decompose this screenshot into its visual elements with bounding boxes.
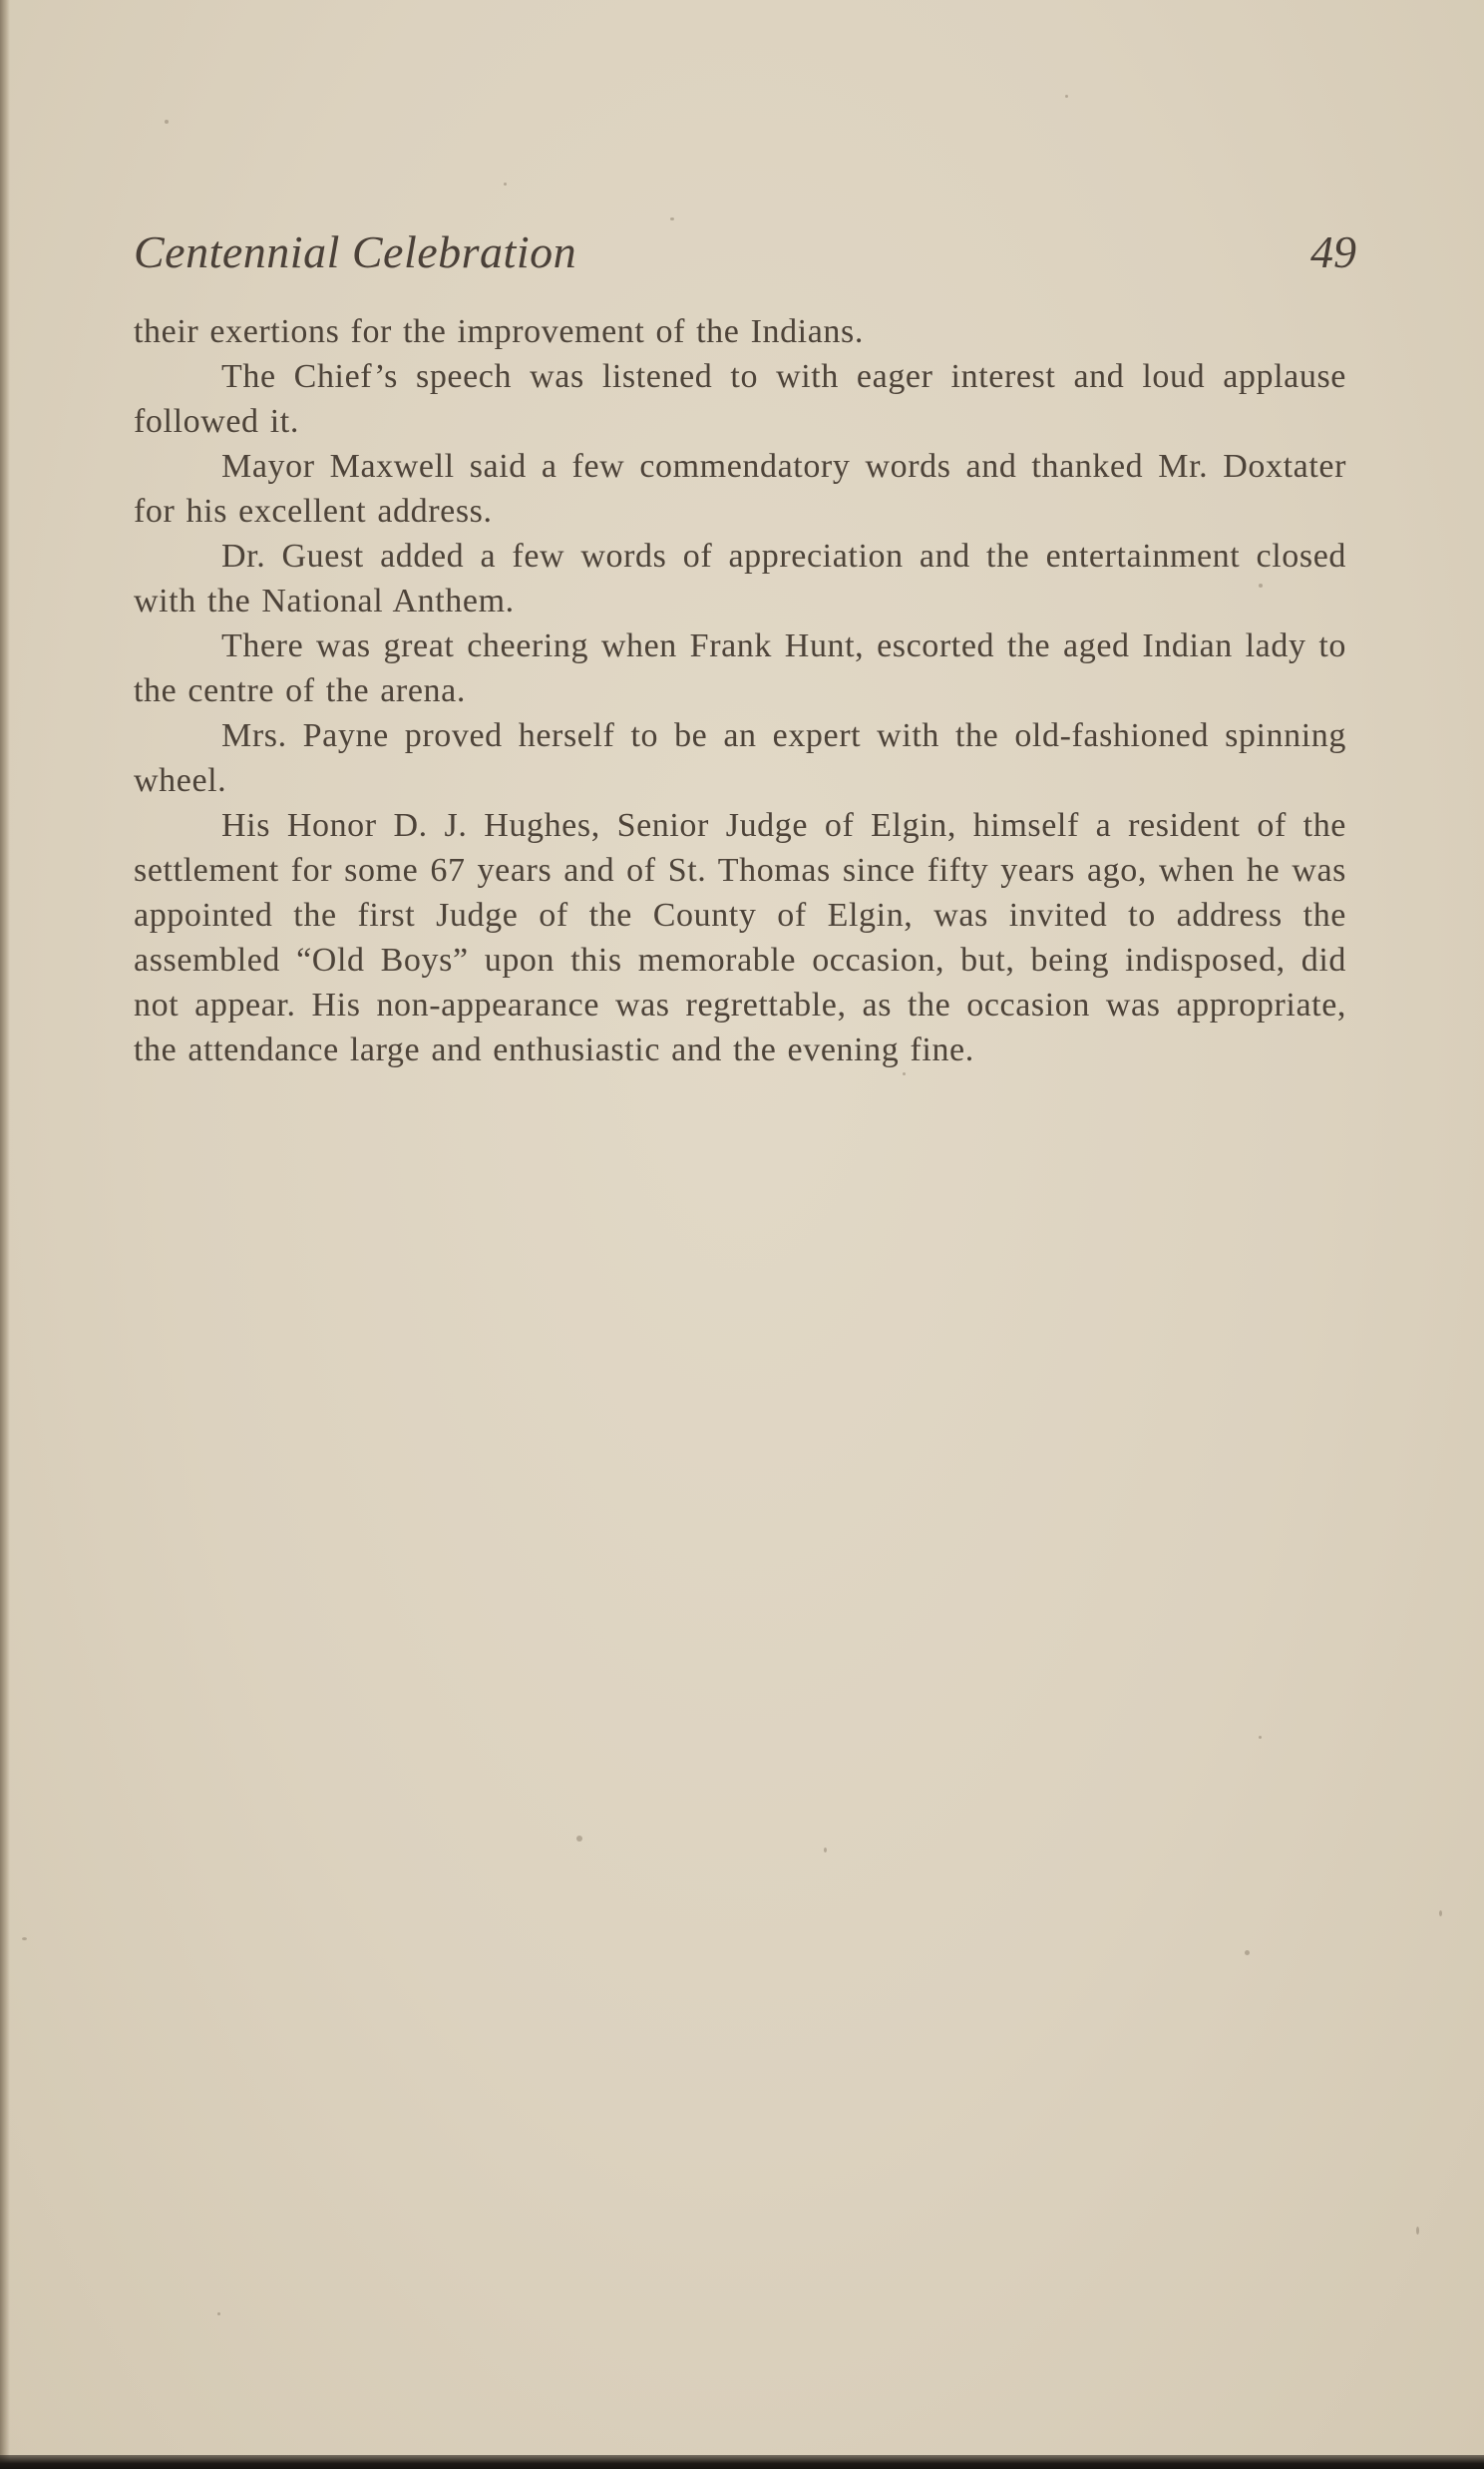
paper-speck — [903, 1072, 906, 1075]
paragraph: Dr. Guest added a few words of appreciation and the entertainment closed with the National Anthem. — [134, 538, 1346, 619]
paper-speck — [824, 1848, 827, 1852]
page-bottom-edge — [0, 2455, 1484, 2469]
page-left-edge-shadow — [0, 0, 10, 2469]
paper-speck — [1065, 95, 1068, 98]
paragraph: His Honor D. J. Hughes, Senior Judge of Elgin, himself a resident of the settlement for some 67 years and of St. Thomas since fifty years ago, when he was appointed the first Judge of the County of Elgin, was invited to address the assembled “Old Boys” upon this memorable occasion, but, being indisposed, did not appear. His non-appearance was regrettable, as the occasion was appropriate, the attendance large and enthusiastic and the evening fine. — [134, 807, 1346, 1068]
paper-speck — [217, 2312, 220, 2315]
paper-speck — [22, 1937, 27, 1940]
paper-speck — [670, 217, 674, 220]
paragraph: Mayor Maxwell said a few commendatory words and thanked Mr. Doxtater for his excellent address. — [134, 448, 1346, 530]
paper-speck — [576, 1836, 582, 1842]
paper-speck — [165, 120, 169, 124]
page-number: 49 — [1310, 226, 1356, 277]
paper-speck — [1259, 1736, 1262, 1739]
paper-speck — [1439, 1910, 1442, 1916]
paragraph: Mrs. Payne proved herself to be an expert with the old-fashioned spinning wheel. — [134, 717, 1346, 799]
running-header — [134, 225, 1356, 295]
paper-speck — [1416, 2227, 1419, 2235]
paragraph: their exertions for the improvement of the Indians. — [134, 313, 864, 350]
running-title: Centennial Celebration — [134, 226, 577, 277]
paper-speck — [504, 183, 507, 186]
paper-speck — [1245, 1950, 1250, 1955]
paragraph: There was great cheering when Frank Hunt, escorted the aged Indian lady to the centre of the arena. — [134, 627, 1346, 709]
paragraph: The Chief’s speech was listened to with eager interest and loud applause followed it. — [134, 358, 1346, 440]
body-text — [134, 309, 1346, 1072]
